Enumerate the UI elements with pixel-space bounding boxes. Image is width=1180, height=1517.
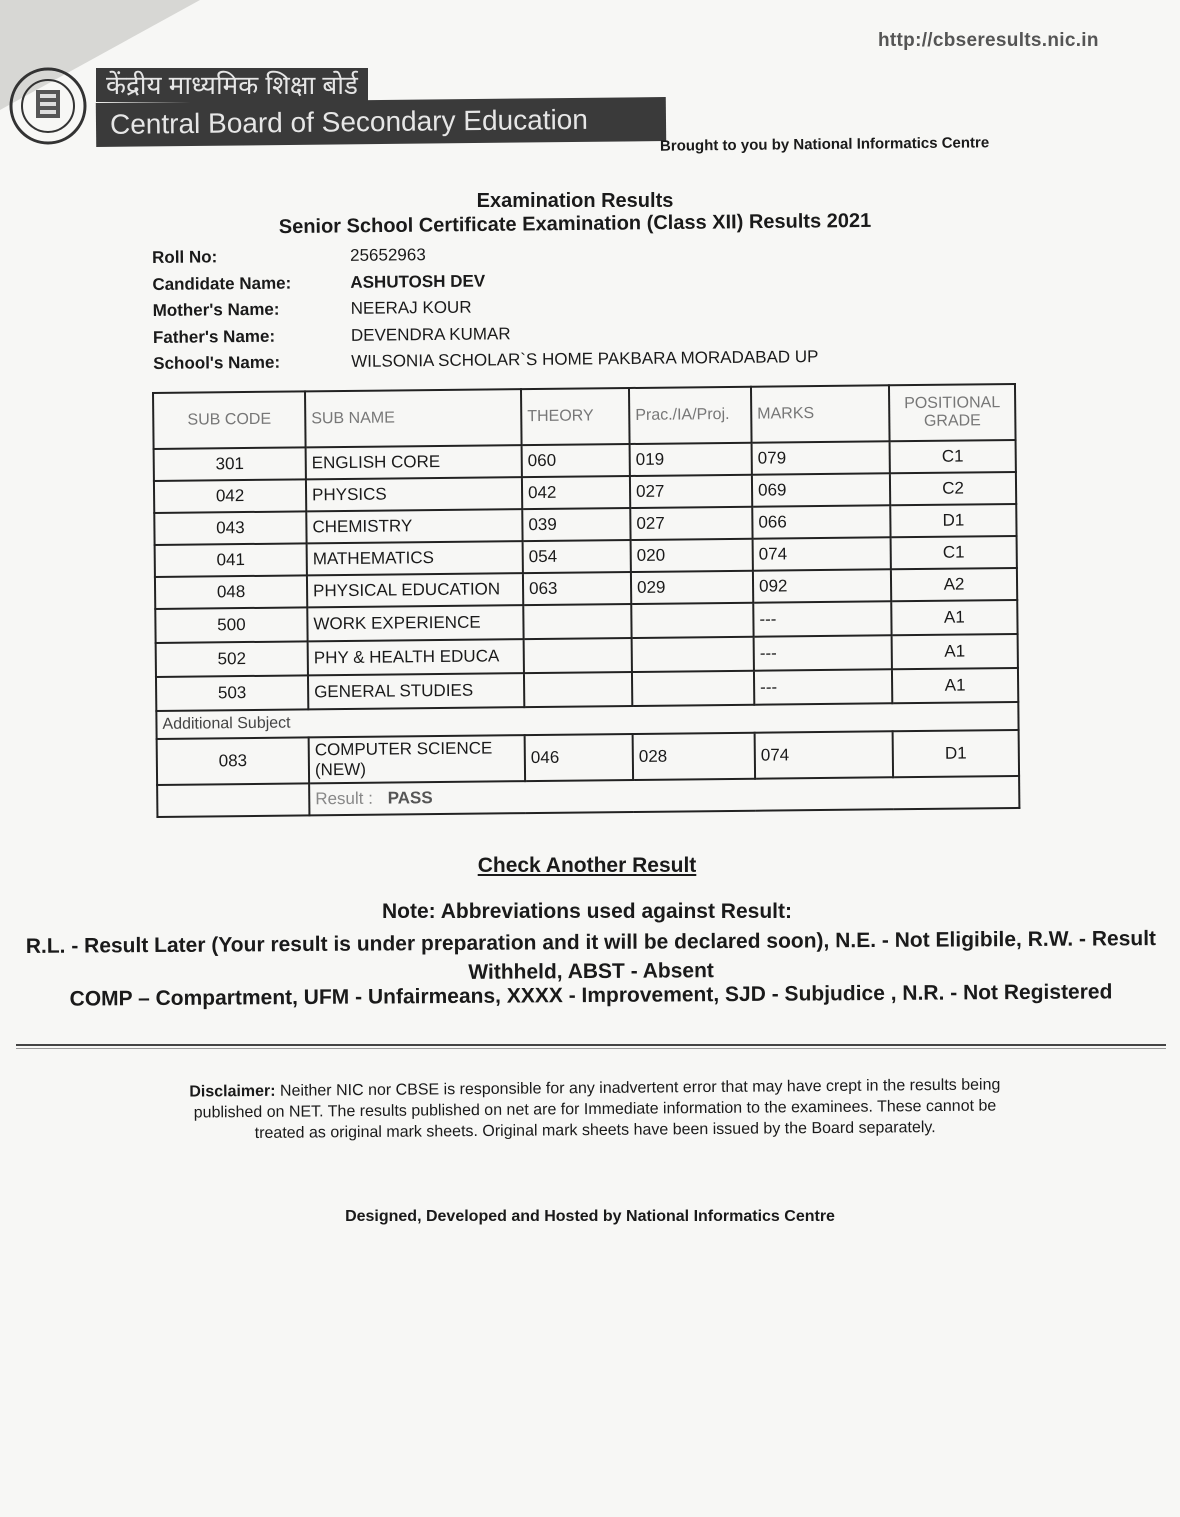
header-theory: THEORY bbox=[521, 388, 630, 445]
sub-name: CHEMISTRY bbox=[306, 509, 522, 543]
school-label: School's Name: bbox=[153, 352, 281, 373]
divider bbox=[16, 1044, 1166, 1049]
results-rows bbox=[154, 440, 1019, 711]
school-value: WILSONIA SCHOLAR`S HOME PAKBARA MORADABAD UP bbox=[351, 347, 819, 371]
sub-code: 301 bbox=[154, 447, 306, 481]
results-table bbox=[152, 383, 1020, 818]
total-marks: 079 bbox=[752, 441, 890, 474]
theory-marks: 063 bbox=[523, 572, 631, 605]
disclaimer-text: Neither NIC nor CBSE is responsible for any inadvertent error that may have crept in the results being published on NET. The results published on net are for Immediate information to the examinees. These cannot be treated as original mark sheets. Original mark sheets have been issued by the Board separately. bbox=[193, 1076, 1001, 1142]
prac-marks: 019 bbox=[630, 443, 752, 476]
roll-value: 25652963 bbox=[349, 245, 426, 265]
sub-code: 048 bbox=[155, 575, 307, 609]
positional-grade: A1 bbox=[892, 634, 1018, 669]
father-label: Father's Name: bbox=[152, 326, 276, 347]
sub-code: 083 bbox=[157, 737, 309, 785]
mother-value: NEERAJ KOUR bbox=[350, 297, 472, 318]
roll-label: Roll No: bbox=[152, 247, 218, 267]
father-value: DEVENDRA KUMAR bbox=[350, 323, 511, 345]
total-marks: 069 bbox=[752, 473, 890, 506]
table-header-row bbox=[153, 384, 1016, 449]
exam-title: Senior School Certificate Examination (Class XII) Results 2021 bbox=[278, 209, 872, 239]
header-sub-name: SUB NAME bbox=[305, 389, 522, 447]
name-label: Candidate Name: bbox=[152, 273, 292, 294]
board-name-hindi: केंद्रीय माध्यमिक शिक्षा बोर्ड bbox=[96, 68, 368, 102]
candidate-info bbox=[152, 240, 933, 381]
sub-name: PHY & HEALTH EDUCA bbox=[308, 639, 524, 675]
total-marks: 074 bbox=[755, 731, 893, 778]
positional-grade: C1 bbox=[890, 440, 1016, 473]
note-line-2: COMP – Compartment, UFM - Unfairmeans, XXXX - Improvement, SJD - Subjudice , N.R. - Not Registered bbox=[69, 980, 1113, 1011]
result-value: PASS bbox=[387, 788, 433, 808]
prac-marks bbox=[632, 671, 754, 706]
header-marks: MARKS bbox=[751, 385, 890, 442]
header-grade: POSITIONAL GRADE bbox=[889, 384, 1016, 441]
result-label: Result : bbox=[315, 788, 374, 809]
prac-marks: 028 bbox=[633, 733, 755, 780]
sub-name: COMPUTER SCIENCE (NEW) bbox=[309, 735, 525, 783]
total-marks: --- bbox=[754, 669, 892, 704]
sub-code: 500 bbox=[155, 607, 307, 643]
prac-marks: 027 bbox=[630, 475, 752, 508]
total-marks: --- bbox=[754, 635, 892, 670]
prac-marks: 029 bbox=[631, 571, 753, 604]
sub-code: 502 bbox=[156, 641, 308, 677]
theory-marks: 054 bbox=[523, 540, 631, 573]
positional-grade: A1 bbox=[891, 600, 1017, 635]
additional-subject-label: Additional Subject bbox=[156, 702, 1018, 739]
positional-grade: D1 bbox=[890, 504, 1016, 537]
theory-marks bbox=[524, 672, 632, 707]
sub-name: GENERAL STUDIES bbox=[308, 673, 524, 709]
theory-marks bbox=[523, 604, 631, 639]
header-prac: Prac./IA/Proj. bbox=[629, 387, 752, 444]
disclaimer-label: Disclaimer: bbox=[189, 1082, 276, 1101]
theory-marks: 046 bbox=[525, 734, 633, 781]
theory-marks bbox=[524, 638, 632, 673]
theory-marks: 039 bbox=[522, 508, 630, 541]
sub-name: WORK EXPERIENCE bbox=[307, 605, 523, 641]
mother-label: Mother's Name: bbox=[152, 299, 280, 320]
sub-code: 042 bbox=[154, 479, 306, 513]
prac-marks bbox=[632, 637, 754, 672]
cbse-logo-icon bbox=[6, 66, 90, 146]
source-url: http://cbseresults.nic.in bbox=[878, 30, 1099, 51]
positional-grade: D1 bbox=[893, 730, 1019, 777]
header-sub-code: SUB CODE bbox=[153, 391, 306, 449]
check-another-result-link[interactable]: Check Another Result bbox=[477, 854, 697, 877]
prac-marks: 027 bbox=[630, 507, 752, 540]
positional-grade: C2 bbox=[890, 472, 1016, 505]
sub-code: 043 bbox=[154, 511, 306, 545]
note-title: Note: Abbreviations used against Result: bbox=[382, 900, 792, 923]
positional-grade: C1 bbox=[891, 536, 1017, 569]
positional-grade: A1 bbox=[892, 668, 1018, 703]
theory-marks: 060 bbox=[522, 444, 630, 477]
footer-credit: Designed, Developed and Hosted by National Informatics Centre bbox=[345, 1208, 835, 1225]
brought-by-text: Brought to you by National Informatics Centre bbox=[659, 134, 990, 155]
note-line-1: R.L. - Result Later (Your result is under preparation and it will be declared soon), N.E. - Not Eligibile, R.W. - Result Withheld, ABST - Absent bbox=[25, 927, 1157, 984]
total-marks: 092 bbox=[753, 569, 891, 602]
theory-marks: 042 bbox=[522, 476, 630, 509]
page-title: Examination Results bbox=[476, 190, 674, 212]
sub-name: PHYSICAL EDUCATION bbox=[307, 573, 523, 607]
result-cell bbox=[309, 776, 1019, 815]
sub-name: MATHEMATICS bbox=[307, 541, 523, 575]
positional-grade: A2 bbox=[891, 568, 1017, 601]
prac-marks: 020 bbox=[631, 539, 753, 572]
board-name-english: Central Board of Secondary Education bbox=[96, 97, 666, 147]
total-marks: --- bbox=[753, 601, 891, 636]
name-value: ASHUTOSH DEV bbox=[350, 271, 486, 292]
sub-code: 041 bbox=[155, 543, 307, 577]
sub-name: ENGLISH CORE bbox=[306, 445, 522, 479]
sub-code: 503 bbox=[156, 675, 308, 711]
prac-marks bbox=[631, 603, 753, 638]
total-marks: 066 bbox=[752, 505, 890, 538]
sub-name: PHYSICS bbox=[306, 477, 522, 511]
disclaimer bbox=[170, 1074, 1021, 1144]
result-empty-cell bbox=[157, 783, 309, 817]
total-marks: 074 bbox=[753, 537, 891, 570]
